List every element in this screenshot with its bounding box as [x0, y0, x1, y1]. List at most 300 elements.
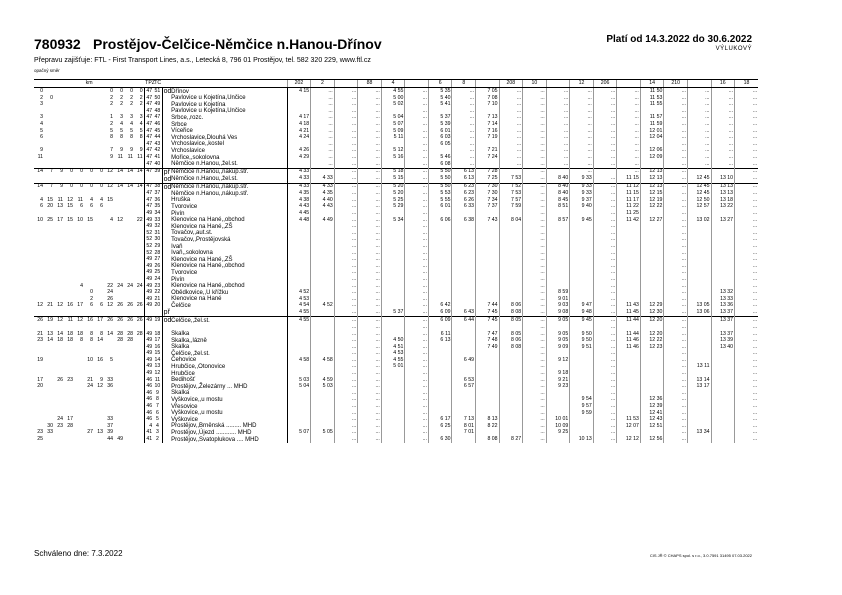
- time-cell: [570, 210, 594, 217]
- ts-cell: 35: [154, 203, 161, 210]
- time-cell: ...: [735, 250, 759, 257]
- time-cell: ...: [664, 324, 688, 331]
- stop-name: Srbce,,rozc.: [170, 115, 287, 122]
- arr-dep-mark: [162, 263, 170, 270]
- km-cell: 0: [64, 183, 74, 191]
- time-cell: ...: [405, 351, 429, 358]
- time-cell: [287, 364, 311, 371]
- validity-text: Platí od 14.3.2022 do 30.6.2022: [606, 34, 752, 45]
- stop-name: Víceřice: [170, 128, 287, 135]
- km-cell: [94, 309, 104, 317]
- trip-number-header: 202: [287, 80, 311, 88]
- time-cell: [428, 230, 452, 237]
- time-cell: [476, 270, 500, 277]
- time-cell: ...: [664, 183, 688, 191]
- time-cell: 8 51: [546, 204, 570, 211]
- time-cell: [687, 351, 711, 358]
- time-cell: [546, 168, 570, 176]
- time-cell: 12 22: [640, 337, 664, 344]
- time-cell: [476, 384, 500, 391]
- km-cell: 36: [107, 383, 113, 390]
- timetable-row: [34, 217, 758, 224]
- ts-cell: 44: [154, 134, 161, 141]
- time-cell: ...: [523, 204, 547, 211]
- time-cell: ...: [334, 283, 358, 290]
- time-cell: [476, 351, 500, 358]
- km-cell: [114, 417, 124, 424]
- km-cell: [124, 309, 134, 317]
- time-cell: ...: [664, 204, 688, 211]
- time-cell: 8 05: [499, 317, 523, 325]
- time-cell: 6 23: [452, 183, 476, 191]
- time-cell: 13 27: [711, 217, 735, 224]
- km-cell: [44, 176, 54, 184]
- time-cell: 4 52: [311, 303, 335, 310]
- tpz-cell: 46: [144, 390, 153, 397]
- km-cell: [64, 390, 74, 397]
- time-cell: 4 53: [287, 296, 311, 303]
- km-cell: [84, 270, 94, 277]
- time-cell: [381, 224, 405, 231]
- km-cell: 8: [80, 337, 83, 344]
- tpz-cell: 49: [144, 337, 153, 344]
- time-cell: ...: [405, 289, 429, 296]
- time-cell: 12 20: [640, 331, 664, 338]
- km-cell: 26: [124, 317, 134, 325]
- km-cell: [104, 370, 114, 377]
- time-cell: ...: [499, 148, 523, 155]
- time-cell: 11 59: [640, 121, 664, 128]
- time-cell: ...: [570, 102, 594, 109]
- time-cell: ...: [334, 237, 358, 244]
- time-cell: ...: [617, 121, 641, 128]
- time-cell: [452, 230, 476, 237]
- stop-name: Klenovice na Hané: [170, 296, 287, 303]
- arr-dep-mark: [162, 108, 170, 115]
- km-cell: [34, 256, 44, 263]
- km-cell: [84, 403, 94, 410]
- time-cell: [311, 436, 335, 443]
- arr-dep-mark: [162, 154, 170, 161]
- km-cell: 14: [47, 337, 53, 344]
- time-cell: ...: [735, 357, 759, 364]
- stop-name: Němčice n.Hanou,,žel.st.: [170, 161, 287, 168]
- time-cell: ...: [405, 324, 429, 331]
- km-cell: [114, 256, 124, 263]
- time-cell: [428, 283, 452, 290]
- time-cell: 4 51: [381, 344, 405, 351]
- km-cell: [64, 357, 74, 364]
- time-cell: ...: [452, 154, 476, 161]
- km-cell: [44, 403, 54, 410]
- km-cell: 12: [74, 317, 84, 325]
- tpz-cell: 49: [144, 370, 153, 377]
- km-cell: [84, 237, 94, 244]
- time-cell: [711, 168, 735, 176]
- time-cell: [687, 331, 711, 338]
- time-cell: ...: [523, 423, 547, 430]
- time-cell: 6 17: [428, 417, 452, 424]
- km-cell: [74, 423, 84, 430]
- time-cell: ...: [664, 364, 688, 371]
- time-cell: 7 28: [476, 168, 500, 176]
- ts-cell: 38: [154, 183, 161, 190]
- time-cell: [640, 357, 664, 364]
- stop-name: Obědkovice,,U křížku: [170, 289, 287, 296]
- time-cell: 4 55: [381, 88, 405, 96]
- time-cell: ...: [735, 243, 759, 250]
- time-cell: [687, 210, 711, 217]
- km-cell: [74, 263, 84, 270]
- time-cell: ...: [735, 423, 759, 430]
- time-cell: 4 26: [287, 148, 311, 155]
- time-cell: [428, 390, 452, 397]
- km-cell: 0: [120, 87, 123, 94]
- time-cell: 4 55: [287, 317, 311, 325]
- time-cell: ...: [664, 135, 688, 142]
- km-cell: 12: [117, 216, 123, 223]
- time-cell: 7 45: [476, 309, 500, 317]
- km-cell: [74, 237, 84, 244]
- ts-cell: 49: [154, 101, 161, 108]
- trip-number-header: [546, 80, 570, 88]
- time-cell: 12 01: [640, 128, 664, 135]
- time-cell: ...: [523, 148, 547, 155]
- time-cell: ...: [334, 108, 358, 115]
- km-cell: [64, 289, 74, 296]
- time-cell: ...: [405, 390, 429, 397]
- km-cell: 4: [130, 121, 133, 128]
- km-cell: 13: [97, 429, 103, 436]
- trip-number-header: 4: [381, 80, 405, 88]
- time-cell: 4 35: [287, 191, 311, 198]
- km-cell: [64, 324, 74, 331]
- time-cell: 5 15: [381, 176, 405, 184]
- km-cell: [34, 161, 44, 168]
- km-cell: [104, 276, 114, 283]
- km-cell: [64, 250, 74, 257]
- stop-name: Němčice n.Hanou,,nákup.stř.: [170, 191, 287, 198]
- time-cell: [640, 263, 664, 270]
- time-cell: ...: [593, 283, 617, 290]
- time-cell: ...: [735, 377, 759, 384]
- time-cell: [311, 237, 335, 244]
- time-cell: ...: [358, 95, 382, 102]
- ts-cell: 31: [154, 229, 161, 236]
- time-cell: 9 33: [570, 176, 594, 184]
- km-cell: 26: [136, 302, 143, 309]
- km-cell: [124, 204, 134, 211]
- time-cell: [381, 324, 405, 331]
- km-cell: [54, 243, 64, 250]
- km-cell: [84, 276, 94, 283]
- time-cell: [311, 263, 335, 270]
- km-cell: 12: [67, 196, 73, 203]
- time-cell: ...: [523, 135, 547, 142]
- arr-dep-mark: od: [163, 317, 172, 325]
- km-cell: [84, 243, 94, 250]
- tpz-cell: 47: [144, 128, 153, 135]
- ts-cell: 41: [154, 154, 161, 161]
- time-cell: ...: [499, 108, 523, 115]
- time-cell: ...: [593, 357, 617, 364]
- time-cell: [311, 417, 335, 424]
- time-cell: ...: [664, 217, 688, 224]
- km-cell: 28: [136, 330, 143, 337]
- time-cell: 9 47: [570, 303, 594, 310]
- ts-cell: 20: [154, 302, 161, 309]
- time-cell: ...: [593, 331, 617, 338]
- ts-cell: 6: [153, 410, 162, 417]
- km-cell: 6: [90, 302, 93, 309]
- km-cell: [44, 243, 54, 250]
- time-cell: ...: [523, 384, 547, 391]
- km-cell: [104, 337, 114, 344]
- time-cell: ...: [523, 417, 547, 424]
- km-cell: [114, 370, 124, 377]
- km-cell: [44, 210, 54, 217]
- time-cell: [546, 276, 570, 283]
- time-cell: ...: [735, 276, 759, 283]
- km-cell: [124, 210, 134, 217]
- km-cell: 4: [40, 121, 43, 128]
- time-cell: ...: [664, 250, 688, 257]
- time-cell: [711, 243, 735, 250]
- time-cell: ...: [664, 397, 688, 404]
- time-cell: [711, 357, 735, 364]
- km-cell: [104, 403, 114, 410]
- km-cell: [134, 309, 144, 317]
- time-cell: [499, 324, 523, 331]
- time-cell: ...: [405, 317, 429, 325]
- time-cell: ...: [735, 324, 759, 331]
- km-cell: [134, 436, 144, 443]
- time-cell: 4 33: [287, 168, 311, 176]
- km-cell: 2: [120, 94, 123, 101]
- time-cell: ...: [735, 397, 759, 404]
- km-cell: [94, 95, 104, 102]
- time-cell: ...: [735, 337, 759, 344]
- time-cell: [711, 436, 735, 443]
- time-cell: 12 13: [640, 168, 664, 176]
- tpz-cell: 49: [144, 256, 153, 263]
- time-cell: ...: [593, 423, 617, 430]
- time-cell: 4 33: [287, 183, 311, 191]
- km-cell: [54, 283, 64, 290]
- time-cell: ...: [334, 168, 358, 176]
- time-cell: ...: [593, 250, 617, 257]
- km-cell: [134, 289, 144, 296]
- time-cell: [711, 230, 735, 237]
- time-cell: [687, 324, 711, 331]
- time-cell: ...: [735, 88, 759, 96]
- km-cell: 0: [84, 168, 94, 176]
- ts-cell: 16: [154, 343, 161, 350]
- arr-dep-mark: [162, 102, 170, 109]
- time-cell: ...: [735, 317, 759, 325]
- ts-cell: 19: [154, 317, 161, 324]
- stop-name: Mořice,,sokolovna: [170, 154, 287, 161]
- time-cell: ...: [664, 344, 688, 351]
- time-cell: [428, 256, 452, 263]
- km-cell: 26: [127, 302, 133, 309]
- km-cell: [74, 141, 84, 148]
- time-cell: [452, 364, 476, 371]
- time-cell: ...: [334, 410, 358, 417]
- time-cell: ...: [452, 102, 476, 109]
- km-cell: [94, 344, 104, 351]
- time-cell: [617, 243, 641, 250]
- time-cell: ...: [593, 296, 617, 303]
- stop-name: Čelčice,,žel.st.: [170, 351, 287, 358]
- time-cell: ...: [334, 436, 358, 443]
- time-cell: 5 53: [428, 191, 452, 198]
- time-cell: ...: [593, 403, 617, 410]
- time-cell: [640, 283, 664, 290]
- time-cell: [546, 397, 570, 404]
- time-cell: ...: [334, 370, 358, 377]
- tpz-cell: 4: [144, 423, 153, 430]
- km-cell: [54, 102, 64, 109]
- stop-name: Klenovice na Hané,,obchod: [170, 283, 287, 290]
- timetable-row: [34, 377, 758, 384]
- time-cell: 13 32: [711, 289, 735, 296]
- arr-dep-mark: [162, 121, 170, 128]
- km-cell: [74, 250, 84, 257]
- km-cell: 2: [139, 94, 143, 101]
- km-cell: [114, 191, 124, 198]
- trip-number-header: 10: [523, 80, 547, 88]
- time-cell: [711, 423, 735, 430]
- time-cell: 8 08: [476, 436, 500, 443]
- stop-name: Pavlovice u Kojetína,Unčice: [170, 95, 287, 102]
- km-cell: 6: [90, 203, 93, 210]
- km-cell: 7: [44, 168, 54, 176]
- time-cell: [687, 250, 711, 257]
- time-cell: [311, 324, 335, 331]
- time-cell: [311, 230, 335, 237]
- tpz-cell: 47: [144, 204, 153, 211]
- km-cell: 26: [107, 295, 113, 302]
- time-cell: ...: [593, 95, 617, 102]
- time-cell: [428, 357, 452, 364]
- time-cell: ...: [358, 161, 382, 168]
- time-cell: [381, 263, 405, 270]
- km-cell: [74, 148, 84, 155]
- time-cell: [381, 296, 405, 303]
- time-cell: [570, 263, 594, 270]
- time-cell: 13 06: [687, 309, 711, 317]
- time-cell: ...: [593, 263, 617, 270]
- time-cell: [617, 403, 641, 410]
- arr-dep-mark: [162, 296, 170, 303]
- time-cell: 7 24: [476, 154, 500, 161]
- km-cell: [44, 88, 54, 96]
- timetable-row: [34, 88, 758, 96]
- km-cell: 15: [87, 216, 93, 223]
- time-cell: [617, 397, 641, 404]
- time-cell: ...: [735, 403, 759, 410]
- time-cell: 6 38: [452, 217, 476, 224]
- time-cell: [476, 377, 500, 384]
- km-cell: 18: [77, 330, 83, 337]
- km-cell: [134, 176, 144, 184]
- time-cell: [617, 289, 641, 296]
- time-cell: ...: [735, 95, 759, 102]
- km-cell: 49: [117, 436, 123, 442]
- time-cell: [476, 230, 500, 237]
- km-cell: [94, 237, 104, 244]
- time-cell: 7 19: [476, 135, 500, 142]
- km-cell: [104, 237, 114, 244]
- time-cell: 4 21: [287, 128, 311, 135]
- time-cell: 11 44: [617, 317, 641, 325]
- time-cell: [476, 364, 500, 371]
- km-cell: [84, 324, 94, 331]
- km-cell: [134, 417, 144, 424]
- km-cell: [44, 256, 54, 263]
- km-cell: 14: [114, 183, 124, 191]
- time-cell: ...: [334, 324, 358, 331]
- km-cell: [54, 88, 64, 96]
- time-cell: ...: [523, 436, 547, 443]
- time-cell: 6 11: [428, 331, 452, 338]
- km-cell: [64, 224, 74, 231]
- time-cell: [428, 324, 452, 331]
- time-cell: [570, 224, 594, 231]
- time-cell: 12 43: [640, 417, 664, 424]
- stop-name: Tovačov,,Prostějovská: [170, 237, 287, 244]
- arr-dep-mark: [162, 289, 170, 296]
- time-cell: [546, 224, 570, 231]
- km-cell: 9: [110, 154, 113, 161]
- time-cell: ...: [405, 128, 429, 135]
- km-cell: [94, 115, 104, 122]
- timetable-row: [34, 161, 758, 168]
- stop-name: Čelčice: [170, 303, 287, 310]
- time-cell: ...: [593, 317, 617, 325]
- km-cell: 14: [34, 183, 44, 191]
- km-cell: [94, 224, 104, 231]
- time-cell: [452, 324, 476, 331]
- time-cell: 10 01: [546, 417, 570, 424]
- tpz-cell: [144, 309, 153, 317]
- ts-cell: 37: [154, 190, 161, 197]
- stop-name: Prostějov,,Železárny ... MHD: [170, 384, 287, 391]
- time-cell: ...: [593, 183, 617, 191]
- time-cell: ...: [499, 95, 523, 102]
- timetable-row: [34, 250, 758, 257]
- km-cell: [74, 397, 84, 404]
- tpz-cell: 46: [144, 397, 153, 404]
- time-cell: ...: [593, 161, 617, 168]
- time-cell: [711, 210, 735, 217]
- time-cell: 11 50: [640, 88, 664, 96]
- time-cell: ...: [523, 108, 547, 115]
- timetable-row: [34, 256, 758, 263]
- tpz-cell: 47: [144, 161, 153, 168]
- time-cell: ...: [664, 276, 688, 283]
- time-cell: [476, 289, 500, 296]
- km-cell: [64, 351, 74, 358]
- km-cell: [64, 115, 74, 122]
- km-cell: [114, 276, 124, 283]
- time-cell: ...: [358, 88, 382, 96]
- km-cell: [54, 403, 64, 410]
- km-cell: [34, 230, 44, 237]
- time-cell: ...: [358, 243, 382, 250]
- time-cell: ...: [523, 324, 547, 331]
